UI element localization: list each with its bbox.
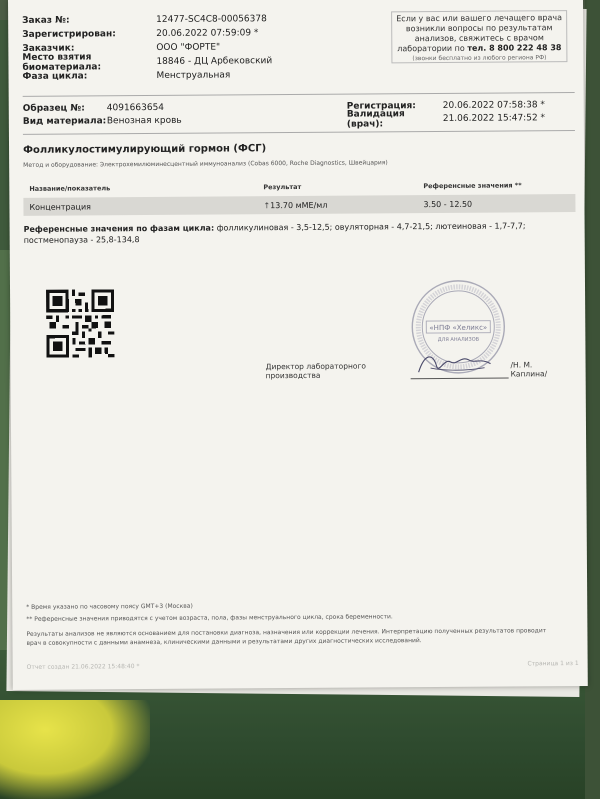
registration-label: Регистрация: (346, 100, 416, 112)
phase-references-text: фолликулиновая - 3,5-12,5; овуляторная - 4,7-21,5; лютеиновая - 1,7-7,7; постменопауза - 25,8-134,8 (23, 221, 526, 245)
order-header (22, 11, 382, 84)
validation-value: 21.06.2022 15:47:52 * (442, 112, 546, 124)
cycle-phase-value: Менструальная (156, 70, 231, 81)
results-table (23, 176, 575, 216)
info-line-1: Если у вас или вашего лечащего врача (396, 13, 563, 24)
info-note: (звонки бесплатно из любого региона РФ) (412, 54, 547, 63)
contact-info-box (391, 10, 567, 63)
sample-id-label: Образец №: (22, 102, 85, 114)
divider (23, 130, 575, 135)
result-cell (263, 200, 423, 210)
reference-value: 3.50 - 12.50 (423, 199, 473, 209)
test-method: Метод и оборудование: Электрохемилюминесцентный иммуноанализ (Cobas 6000, Roche Diagnostics, Швейцария) (23, 159, 388, 169)
phase-references-label: Референсные значения по фазам цикла: (23, 223, 215, 234)
stamp-center-bottom: ДЛЯ АНАЛИЗОВ (437, 336, 480, 344)
director-name: /Н. М. Каплина/ (510, 360, 548, 379)
handwritten-signature (410, 348, 508, 379)
order-number-value: 12477-SC4C8-00056378 (156, 14, 267, 25)
registered-value: 20.06.2022 07:59:09 * (156, 28, 259, 39)
registered-label: Зарегистрирован: (22, 29, 116, 40)
parameter-name: Концентрация (29, 201, 91, 212)
table-row (23, 194, 575, 216)
background-yellow-object (0, 700, 150, 799)
divider (23, 92, 575, 97)
print-timestamp: Отчет создан 21.06.2022 15:48:40 * (26, 663, 140, 671)
column-header-name: Название/показатель (29, 184, 111, 193)
info-line-3: анализов, свяжитесь с врачом (414, 33, 544, 44)
order-number-label: Заказ №: (22, 15, 70, 26)
lab-report-sheet (8, 0, 588, 690)
cycle-phase-label: Фаза цикла: (22, 71, 88, 82)
director-label: Директор лабораторного производства (265, 361, 367, 381)
phase-references (24, 220, 576, 246)
registration-value: 20.06.2022 07:58:38 * (442, 99, 545, 111)
column-header-reference: Референсные значения ** (423, 181, 522, 191)
disclaimer-line-1: Результаты анализов не являются основанием для постановки диагноза, назначения или коррекции лечения. Интерпретацию полученных результатов проводит (26, 627, 547, 638)
disclaimer-line-2: врач в совокупности с данными анамнеза, клиническими данными и результатами других диагностических исследований. (26, 637, 422, 647)
footnote-timezone: * Время указано по часовому поясу GMT+3 (Москва) (26, 602, 193, 611)
info-line-2: возникли вопросы по результатам (405, 23, 553, 34)
result-value: 13.70 мМЕ/мл (270, 200, 328, 210)
sample-id-value: 4091663654 (106, 102, 165, 113)
validation-label: Валидация (врач): (346, 108, 405, 130)
signature-line (411, 368, 509, 380)
footnote-reference: ** Референсные значения приводятся с учетом возраста, пола, фазы менструального цикла, срока беременности. (26, 613, 393, 623)
up-arrow-icon: ↑ (263, 200, 271, 210)
sample-info (23, 98, 575, 128)
page-number: Страница 1 из 1 (527, 660, 579, 668)
customer-label: Заказчик: (22, 43, 75, 54)
director-signature-line (266, 360, 566, 380)
qr-code (46, 289, 114, 357)
test-title: Фолликулостимулирующий гормон (ФСГ) (23, 143, 267, 156)
material-value: Венозная кровь (106, 115, 182, 126)
stamp-center-top: «НПФ «Хеликс» (429, 323, 488, 333)
material-label: Вид материала: (22, 115, 107, 127)
info-phone: тел. 8 800 222 48 38 (467, 43, 562, 53)
sampling-place-value: 18846 - ДЦ Арбековский (156, 56, 273, 67)
sampling-place-label: Место взятия биоматериала: (22, 52, 102, 73)
info-line-4-prefix: лаборатории по (397, 43, 468, 54)
customer-value: ООО "ФОРТЕ" (156, 42, 221, 53)
column-header-result: Результат (263, 182, 302, 192)
